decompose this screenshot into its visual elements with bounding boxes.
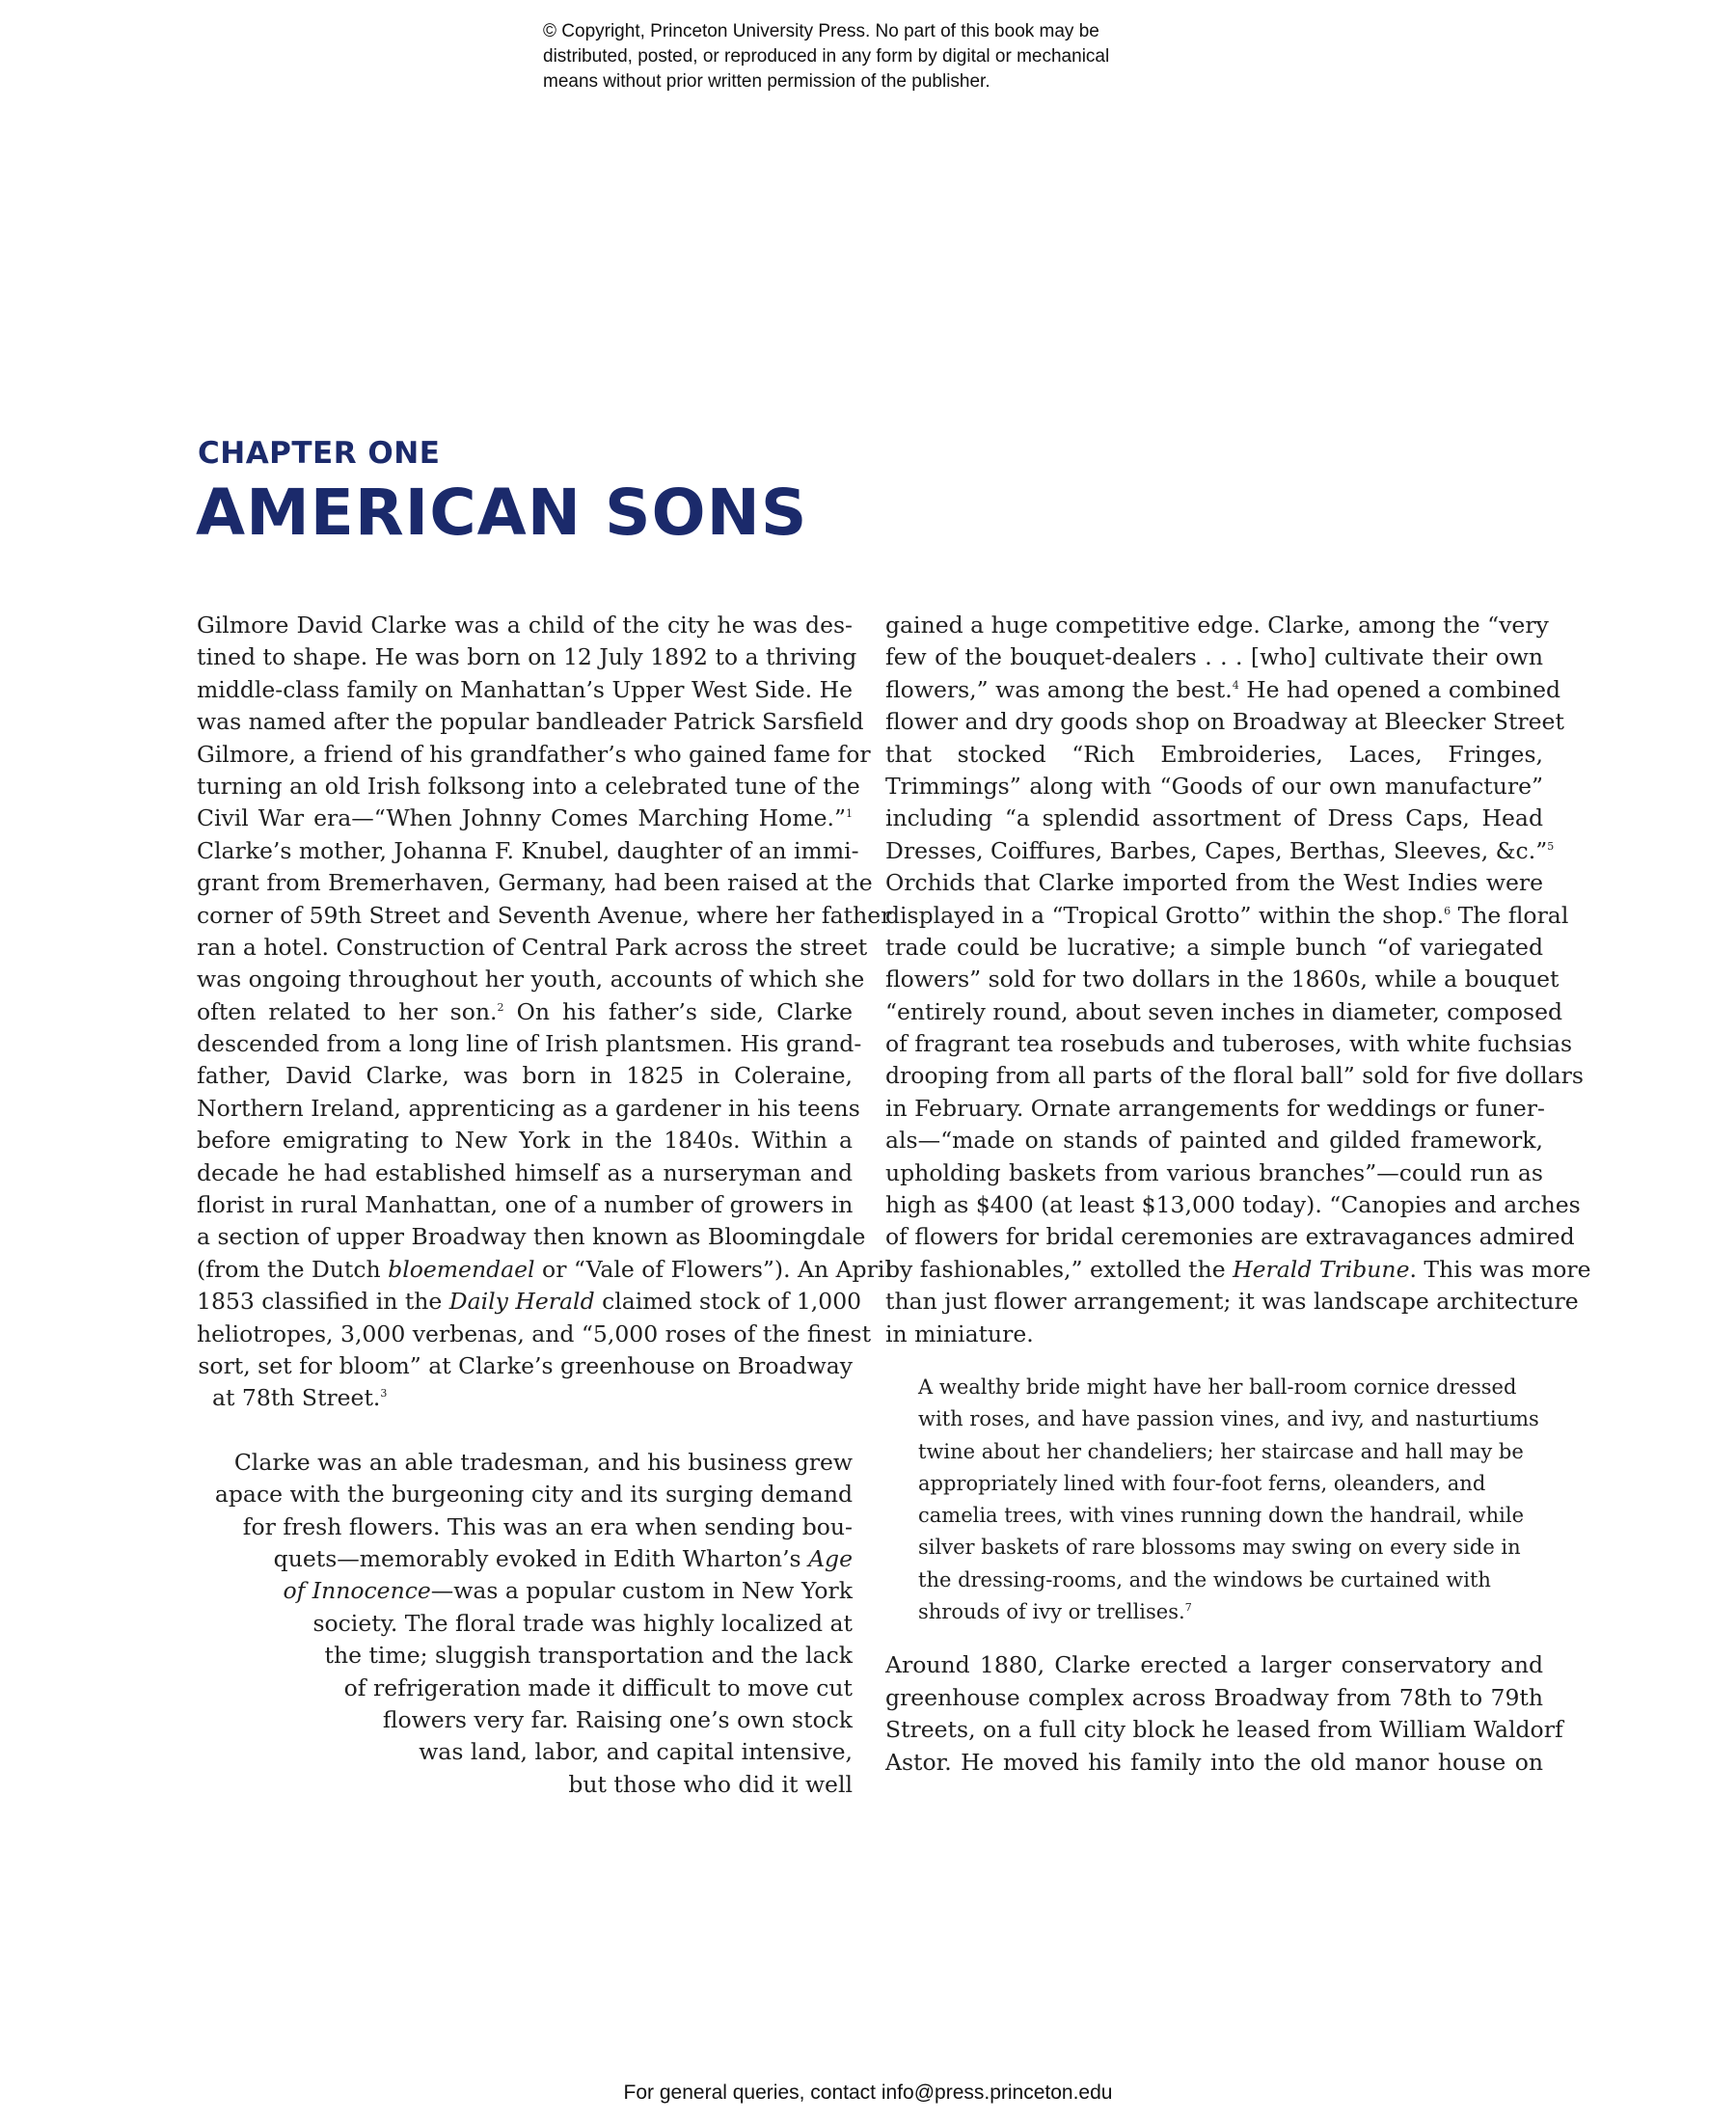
paragraph-gap [885, 1628, 1543, 1649]
contact-footer: For general queries, contact info@press.princeton.edu [623, 2081, 1113, 2104]
footnote-marker: 7 [1184, 1601, 1192, 1615]
copyright-line: distributed, posted, or reproduced in any form by digital or mechanical [543, 46, 1110, 67]
text-line [885, 900, 1569, 932]
text-span: (from the Dutch [197, 1255, 389, 1283]
quote-line [918, 1596, 1506, 1628]
text-span: displayed in a “Tropical Grotto” within the shop. [885, 901, 1445, 929]
text-line: Around 1880, Clarke erected a larger conservatory and [885, 1651, 1543, 1679]
text-line: of refrigeration made it difficult to move cut [343, 1673, 853, 1701]
paragraph [885, 1649, 1563, 1779]
text-line: gained a huge competitive edge. Clarke, among the “very [885, 612, 1549, 639]
text-line: Streets, on a full city block he leased from William Waldorf [885, 1716, 1563, 1744]
text-span: claimed stock of 1,000 [594, 1288, 862, 1316]
text-line: middle-class family on Manhattan’s Upper West Side. He [197, 675, 853, 703]
quote-line: silver baskets of rare blossoms may swing on every side in [918, 1536, 1521, 1560]
text-line: “entirely round, about seven inches in diameter, composed [885, 997, 1563, 1025]
text-line [197, 1575, 853, 1607]
quote-line: the dressing-rooms, and the windows be curtained with [918, 1567, 1491, 1592]
text-line: upholding baskets from various branches”—could run as [885, 1158, 1543, 1186]
block-quote [885, 1372, 1539, 1628]
copyright-line: means without prior written permission of the publisher. [543, 71, 990, 92]
footnote-marker: 5 [1547, 839, 1555, 853]
copyright-line: © Copyright, Princeton University Press. No part of this book may be [543, 21, 1099, 41]
copyright-notice [543, 19, 1237, 95]
text-line: flowers” sold for two dollars in the 1860s, while a bouquet [885, 966, 1560, 993]
text-line: than just flower arrangement; it was landscape architecture [885, 1288, 1579, 1316]
text-line: Orchids that Clarke imported from the West Indies were [885, 869, 1543, 897]
text-line: of flowers for bridal ceremonies are extravagances admired [885, 1223, 1575, 1251]
right-column [885, 610, 1591, 1779]
text-line: Clarke was an able tradesman, and his business grew [233, 1448, 853, 1476]
text-line: high as $400 (at least $13,000 today). “Canopies and arches [885, 1191, 1581, 1219]
text-line: including “a splendid assortment of Dress Caps, Head [885, 804, 1543, 832]
footnote-marker: 4 [1232, 678, 1239, 692]
text-line: grant from Bremerhaven, Germany, had been raised at the [197, 869, 873, 897]
paragraph [885, 610, 1591, 1350]
text-span: by fashionables,” extolled the [885, 1255, 1234, 1283]
italic-term: bloemendael [388, 1255, 535, 1283]
text-line: father, David Clarke, was born in 1825 in Coleraine, [197, 1062, 853, 1090]
text-line: was ongoing throughout her youth, accounts of which she [197, 966, 865, 993]
text-line: Clarke’s mother, Johanna F. Knubel, daughter of an immi- [197, 836, 859, 864]
text-line [197, 1254, 892, 1286]
text-line [885, 835, 1555, 867]
left-column [197, 610, 892, 1801]
text-span: Civil War era—“When Johnny Comes Marching Home.” [197, 804, 846, 832]
text-span: shrouds of ivy or trellises. [918, 1600, 1185, 1624]
text-span: The floral [1451, 901, 1569, 929]
text-line: corner of 59th Street and Seventh Avenue, where her father [197, 901, 892, 929]
chapter-title: AMERICAN SONS [196, 476, 808, 550]
text-line: the time; sluggish transportation and the lack [324, 1642, 853, 1670]
text-span: flowers,” was among the best. [885, 675, 1233, 703]
paragraph-gap [885, 1350, 1543, 1372]
text-span: . This was more [1409, 1255, 1591, 1283]
text-line: apace with the burgeoning city and its surging demand [214, 1481, 853, 1509]
text-line: Gilmore, a friend of his grandfather’s who gained fame for [197, 740, 871, 768]
text-line: Astor. He moved his family into the old manor house on [885, 1748, 1543, 1776]
text-line [197, 1543, 853, 1575]
text-line: als—“made on stands of painted and gilded framework, [885, 1127, 1543, 1155]
text-span: Dresses, Coiffures, Barbes, Capes, Berthas, Sleeves, &c.” [885, 836, 1548, 864]
text-line [197, 1382, 853, 1414]
text-span: He had opened a combined [1238, 675, 1561, 703]
footnote-marker: 1 [846, 807, 853, 821]
italic-title: Herald Tribune [1233, 1255, 1410, 1283]
text-line [197, 1286, 862, 1318]
text-line: a section of upper Broadway then known as Bloomingdale [197, 1223, 866, 1251]
text-line: heliotropes, 3,000 verbenas, and “5,000 roses of the finest [197, 1319, 872, 1347]
text-line: Gilmore David Clarke was a child of the city he was des- [197, 612, 853, 639]
text-line: flower and dry goods shop on Broadway at Bleecker Street [885, 708, 1564, 736]
italic-title: Age [808, 1544, 853, 1572]
text-span: On his father’s side, Clarke [503, 997, 853, 1025]
text-line: greenhouse complex across Broadway from 78th to 79th [885, 1683, 1543, 1711]
text-span: quets—memorably evoked in Edith Wharton’s [273, 1544, 809, 1572]
italic-title: of Innocence [283, 1577, 431, 1605]
paragraph-gap [197, 1415, 853, 1447]
text-line: society. The floral trade was highly localized at [312, 1609, 853, 1637]
text-line: of fragrant tea rosebuds and tuberoses, with white fuchsias [885, 1030, 1573, 1058]
text-span: often related to her son. [197, 997, 498, 1025]
text-span: at 78th Street. [212, 1384, 381, 1412]
text-line: that stocked “Rich Embroideries, Laces, Fringes, [885, 740, 1543, 768]
paragraph [197, 610, 892, 1415]
italic-title: Daily Herald [448, 1288, 595, 1316]
text-line: sort, set for bloom” at Clarke’s greenhouse on Broadway [198, 1351, 853, 1379]
text-span: or “Vale of Flowers”). An April [534, 1255, 892, 1283]
text-line: Trimmings” along with “Goods of our own manufacture” [885, 772, 1543, 800]
text-line: was named after the popular bandleader Patrick Sarsfield [197, 708, 864, 736]
text-line: before emigrating to New York in the 1840s. Within a [197, 1127, 853, 1155]
quote-line: A wealthy bride might have her ball-room cornice dressed [918, 1374, 1517, 1399]
footnote-marker: 2 [497, 1000, 504, 1014]
text-line [885, 1254, 1591, 1286]
text-span: —was a popular custom in New York [430, 1577, 853, 1605]
footnote-marker: 6 [1444, 904, 1451, 917]
quote-line: camelia trees, with vines running down the handrail, while [918, 1504, 1525, 1528]
quote-line: twine about her chandeliers; her staircase and hall may be [918, 1439, 1524, 1463]
chapter-label: CHAPTER ONE [198, 436, 441, 471]
text-line: was land, labor, and capital intensive, [419, 1738, 853, 1766]
text-line: in miniature. [885, 1319, 1034, 1347]
text-line: but those who did it well [568, 1770, 853, 1798]
text-line: ran a hotel. Construction of Central Park across the street [197, 933, 868, 961]
text-line: few of the bouquet-dealers . . . [who] cultivate their own [885, 643, 1543, 671]
text-line: descended from a long line of Irish plantsmen. His grand- [197, 1030, 862, 1058]
text-line: Northern Ireland, apprenticing as a gardener in his teens [197, 1094, 860, 1122]
footnote-marker: 3 [380, 1387, 388, 1401]
text-line: turning an old Irish folksong into a celebrated tune of the [197, 772, 860, 800]
text-line: drooping from all parts of the floral ball” sold for five dollars [885, 1062, 1584, 1090]
text-line: in February. Ornate arrangements for weddings or funer- [885, 1094, 1545, 1122]
text-line [197, 996, 853, 1028]
text-line [885, 674, 1561, 706]
paragraph [197, 1447, 853, 1801]
text-line: florist in rural Manhattan, one of a number of growers in [197, 1191, 854, 1219]
text-span: 1853 classified in the [197, 1288, 449, 1316]
text-line: tined to shape. He was born on 12 July 1892 to a thriving [197, 643, 857, 671]
text-line: trade could be lucrative; a simple bunch “of variegated [885, 933, 1543, 961]
text-line: flowers very far. Raising one’s own stock [382, 1705, 853, 1733]
quote-line: appropriately lined with four-foot ferns, oleanders, and [918, 1471, 1486, 1495]
text-line: decade he had established himself as a nurseryman and [197, 1158, 853, 1186]
text-line [197, 803, 853, 834]
quote-line: with roses, and have passion vines, and ivy, and nasturtiums [918, 1407, 1539, 1431]
text-line: for fresh flowers. This was an era when sending bou- [242, 1512, 853, 1540]
